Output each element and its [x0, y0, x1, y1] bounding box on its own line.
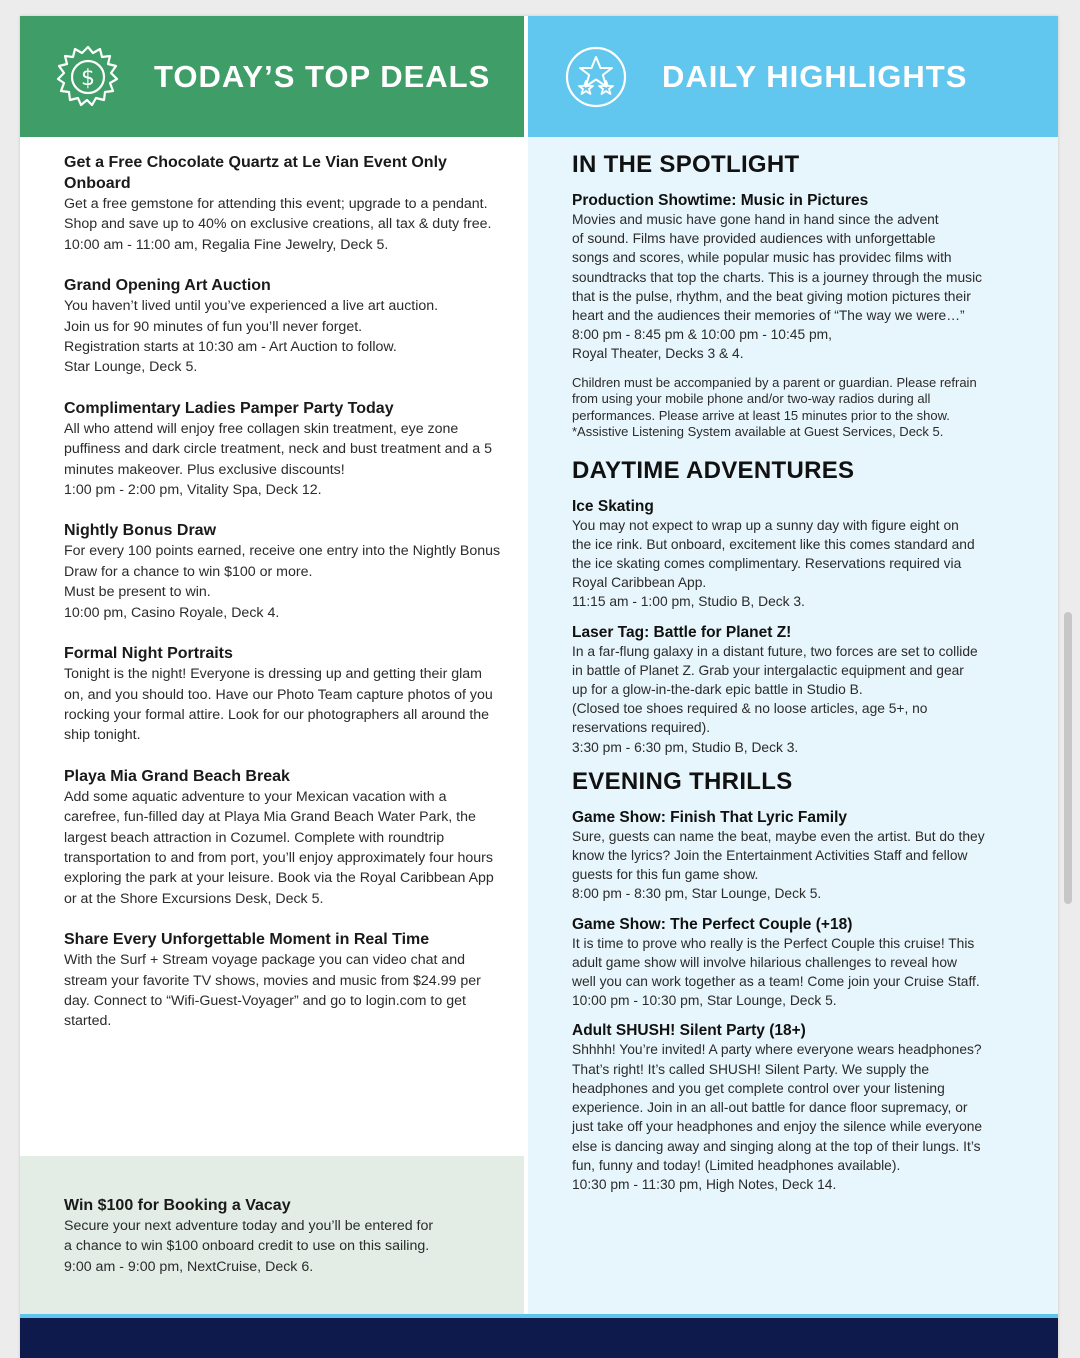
- deal-item: [64, 929, 504, 1032]
- top-deals-title: TODAY’S TOP DEALS: [154, 58, 491, 94]
- event-body: Shhhh! You’re invited! A party where everyone wears headphones? That’s right! It’s called SHUSH! Silent Party. We supply the headphones and you get complete control over your listening experience. Join in an all-out battle for dance floor supremacy, or just take off your headphones and enjoy the silence while everyone else is dancing away and singing along at the top of their lungs. It’s fun, funny and today! (Limited headphones available). 10:30 pm - 11:30 pm, High Notes, Deck 14.: [572, 1042, 983, 1192]
- section-daytime-adventures: [572, 457, 1028, 757]
- deal-body: Add some aquatic adventure to your Mexican vacation with a carefree, fun-filled day at Playa Mia Grand Beach Water Park, the largest beach attraction in Cozumel. Complete with roundtrip transportation to and from port, you’ll enjoy approximately four hours exploring the park at your leisure. Book via the Royal Caribbean App or at the Shore Excursions Desk, Deck 5.: [64, 788, 494, 907]
- svg-text:$: $: [81, 65, 95, 91]
- event-title: Adult SHUSH! Silent Party (18+): [572, 1022, 806, 1040]
- footer-band: [20, 1318, 1058, 1358]
- deal-list: [20, 137, 524, 1032]
- deal-body: Get a free gemstone for attending this event; upgrade to a pendant. Shop and save up to 40% on exclusive creations, all tax & duty free. 10:00 am - 11:00 am, Regalia Fine Jewelry, Deck 5.: [64, 196, 492, 253]
- deal-body: All who attend will enjoy free collagen skin treatment, eye zone puffiness and dark circle treatment, neck and bust treatment and a 5 minutes makeover. Plus exclusive discounts! 1:00 pm - 2:00 pm, Vitality Spa, Deck 12.: [64, 420, 492, 499]
- event-item: [572, 497, 1028, 612]
- highlights-content: [528, 137, 1058, 1194]
- daily-highlights-title: DAILY HIGHLIGHTS: [662, 58, 968, 94]
- event-title: Game Show: The Perfect Couple (+18): [572, 915, 853, 933]
- daily-highlights-header: [528, 16, 1058, 137]
- section-heading: IN THE SPOTLIGHT: [572, 151, 800, 178]
- section-heading: DAYTIME ADVENTURES: [572, 456, 855, 484]
- event-body: It is time to prove who really is the Perfect Couple this cruise! This adult game show will involve hilarious challenges to reveal how well you can work together as a team! Come join your Cruise Staff. 10:00 pm - 10:30 pm, Star Lounge, Deck 5.: [572, 935, 980, 1009]
- spotlight-note: Children must be accompanied by a parent or guardian. Please refrain from using your mobile phone and/or two-way radios during all performances. Please arrive at least 15 minutes prior to the show. *Assistive Listening System available at Guest Services, Deck 5.: [572, 374, 977, 440]
- section-heading: EVENING THRILLS: [572, 767, 793, 795]
- event-item: [572, 623, 1028, 757]
- deal-item: [64, 275, 504, 378]
- event-title: Laser Tag: Battle for Planet Z!: [572, 623, 792, 641]
- deal-title: Nightly Bonus Draw: [64, 522, 217, 540]
- event-item: [572, 1021, 1028, 1194]
- deal-item: [64, 398, 504, 501]
- event-title: Game Show: Finish That Lyric Family: [572, 808, 848, 826]
- deal-title: Share Every Unforgettable Moment in Real Time: [64, 931, 430, 949]
- top-deals-column: [20, 16, 524, 1314]
- deal-body: With the Surf + Stream voyage package you can video chat and stream your favorite TV shows, movies and music from $24.99 per day. Connect to “Wifi-Guest-Voyager” and go to login.com to get started.: [64, 952, 481, 1030]
- event-item: [572, 808, 1028, 904]
- event-body: Sure, guests can name the beat, maybe even the artist. But do they know the lyrics? Join the Entertainment Activities Staff and fellow guests for this fun game show. 8:00 pm - 8:30 pm, Star Lounge, Deck 5.: [572, 828, 985, 902]
- promo-body: Secure your next adventure today and you’ll be entered for a chance to win $100 onboard credit to use on this sailing. 9:00 am - 9:00 pm, NextCruise, Deck 6.: [64, 1218, 434, 1275]
- deal-title: Grand Opening Art Auction: [64, 277, 271, 295]
- event-item: [572, 191, 1028, 364]
- deal-item: [64, 766, 504, 909]
- scrollbar[interactable]: [1064, 612, 1072, 904]
- event-title: Production Showtime: Music in Pictures: [572, 192, 869, 209]
- stars-badge-icon: [564, 45, 628, 109]
- section-evening-thrills: [572, 768, 1028, 1194]
- deal-title: Complimentary Ladies Pamper Party Today: [64, 399, 394, 417]
- deal-item: [64, 643, 504, 746]
- deal-item: [64, 152, 504, 255]
- event-body: You may not expect to wrap up a sunny day with figure eight on the ice rink. But onboard, excitement like this comes standard and the ice skating comes complimentary. Reservations required via Royal Caribbean App. 11:15 am - 1:00 pm, Studio B, Deck 3.: [572, 517, 975, 610]
- daily-highlights-column: [528, 16, 1058, 1314]
- deal-body: For every 100 points earned, receive one entry into the Nightly Bonus Draw for a chance to win $100 or more. Must be present to win. 10:00 pm, Casino Royale, Deck 4.: [64, 543, 501, 621]
- dollar-badge-icon: [56, 45, 120, 109]
- deal-item: [64, 520, 504, 623]
- promo-title: Win $100 for Booking a Vacay: [64, 1197, 291, 1214]
- event-body: Movies and music have gone hand in hand since the advent of sound. Films have provided audiences with unforgettable songs and scores, while popular music has providec films with soundtracks that top the charts. This is a journey through the music that is the pulse, rhythm, and the beat giving motion pictures their heart and the audiences their memories of “The way we were…” 8:00 pm - 8:45 pm & 10:00 pm - 10:45 pm, Royal Theater, Decks 3 & 4.: [572, 212, 983, 362]
- event-title: Ice Skating: [572, 497, 654, 515]
- deal-title: Formal Night Portraits: [64, 645, 233, 663]
- deal-title: Get a Free Chocolate Quartz at Le Vian Event Only Onboard: [64, 154, 447, 192]
- event-body: In a far-flung galaxy in a distant future, two forces are set to collide in battle of Planet Z. Grab your intergalactic equipment and gear up for a glow-in-the-dark epic battle in Studio B. (Closed toe shoes required & no loose articles, age 5+, no reservations required). 3:30 pm - 6:30 pm, Studio B, Deck 3.: [572, 643, 978, 755]
- top-deals-header: [20, 16, 524, 137]
- event-item: [572, 915, 1028, 1011]
- deal-body: You haven’t lived until you’ve experienced a live art auction. Join us for 90 minutes of fun you’ll never forget. Registration starts at 10:30 am - Art Auction to follow. Star Lounge, Deck 5.: [64, 298, 439, 376]
- section-spotlight: [572, 151, 1028, 441]
- booking-promo-box: [20, 1156, 524, 1314]
- flyer-page: [20, 16, 1058, 1358]
- deal-body: Tonight is the night! Everyone is dressing up and getting their glam on, and you should too. Have our Photo Team capture photos of you rocking your formal attire. Look for our photographers all around the ship tonight.: [64, 666, 493, 744]
- deal-title: Playa Mia Grand Beach Break: [64, 767, 290, 785]
